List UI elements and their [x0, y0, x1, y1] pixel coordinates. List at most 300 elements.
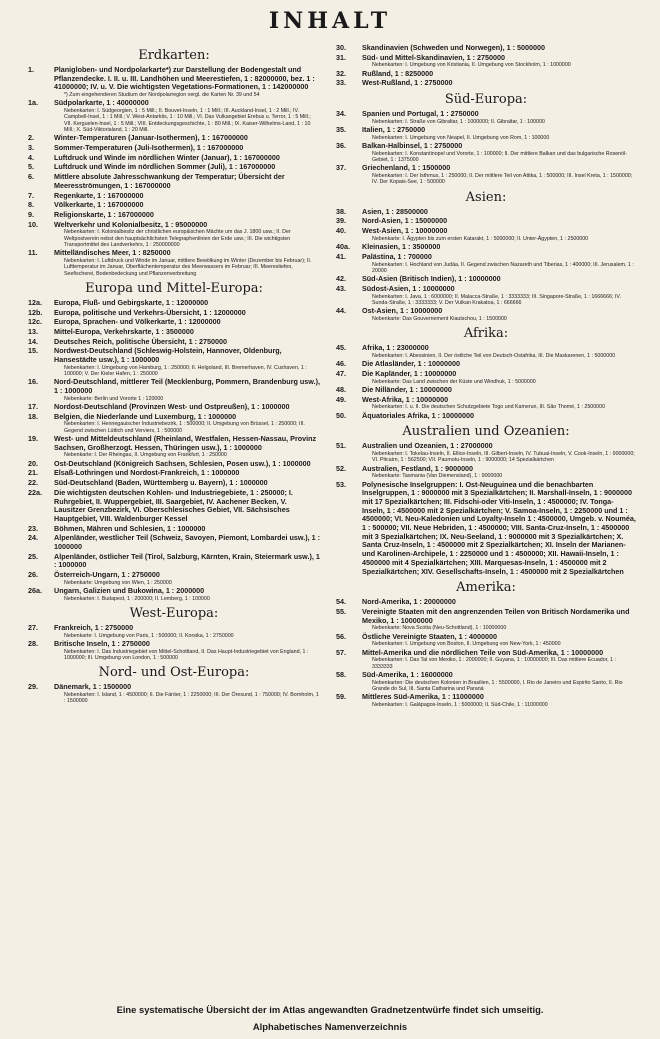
entry-number: 6. [28, 172, 34, 182]
toc-entry [336, 649, 636, 670]
entry-note: Nebenkarten: I. u. II. Die deutschen Schutzgebiete Togo und Kamerun, III. São Thomé, 1 : 2500000 [372, 404, 606, 411]
toc-entry [336, 307, 636, 322]
toc-entry [28, 173, 320, 190]
entry-body [54, 534, 320, 551]
entry-note: Nebenkarten: I. Kolonialbesitz der christlichen europäischen Mächte um das J. 1800 usw.; II. Der Weltpostverein nebst den hauptsächlichsten Telegraphenlinien der Erde usw.; III. Die wichtigsten Transportmittel des Landverkehrs, 1 : 250000000 [64, 229, 291, 248]
toc-entry [28, 534, 320, 551]
toc-entry [336, 442, 636, 463]
entry-note: Nebenkarte: I. Der Rheingau, II. Umgebung von Frankfurt, 1 : 250000 [64, 452, 227, 459]
entry-title: Ost-Deutschland (Königreich Sachsen, Schlesien, Posen usw.), 1 : 1000000 [54, 458, 311, 468]
entry-note: Nebenkarten: I. Südgeorgien, 1 : 5 Mill.; II. Bouvet-Inseln, 1 : 1 Mill.; III. Auckland-Insel, 1 : 2 Mill.; IV. Campbell-Insel, 1 : 1 Mill.; V. West-Antarktis, 1 : 10 Mill.; VI. Das Vulkangebiet Erebus u. Terror, 1 : 5 Mill.; VII. Kerguelen-Insel, 1 : 5 Mill.; VIII. Entdeckungsgeschichte, 1 : 80 Mill.; IX. Kaiser-Wilhelms-Land, 1 : 10 Mill.; X. Süd-Viktorialand, 1 : 20 Mill. [64, 108, 311, 133]
toc-entry [336, 370, 636, 385]
section-heading: Europa und Mittel-Europa: [85, 280, 263, 296]
entry-title: Rußland, 1 : 8250000 [362, 68, 434, 78]
entry-number: 12b. [28, 307, 43, 317]
toc-entry [28, 347, 320, 377]
toc-entry [28, 163, 320, 172]
entry-body [54, 66, 320, 98]
entry-number: 30. [336, 43, 346, 52]
entry-title: Palästina, 1 : 700000 [362, 251, 432, 261]
toc-entry [28, 134, 320, 143]
entry-title: Mittel-Europa, Verkehrskarte, 1 : 3500000 [54, 326, 194, 336]
entry-title: West-Rußland, 1 : 2750000 [362, 78, 453, 88]
entry-title: Süd- und Mittel-Skandinavien, 1 : 2750000 [362, 52, 505, 62]
entry-number: 57. [336, 647, 346, 657]
entry-number: 11. [28, 248, 38, 258]
entry-note: Nebenkarten: I. Hochland von Judäa, II. Gegend zwischen Nazareth und Tiberias, 1 : 400000; III. Jerusalem, 1 : 20000 [372, 261, 634, 274]
entry-body [362, 633, 636, 648]
entry-body [362, 386, 636, 395]
entry-body [54, 299, 320, 308]
entry-number: 42. [336, 274, 346, 284]
entry-title: Nord-Asien, 1 : 15000000 [362, 216, 448, 226]
entry-number: 58. [336, 669, 346, 679]
entry-body [362, 465, 636, 480]
entry-title: Afrika, 1 : 23000000 [362, 343, 429, 353]
entry-title: Mittel-Amerika und die nördlichen Teile von Süd-Amerika, 1 : 10000000 [362, 647, 604, 657]
toc-entry [336, 633, 636, 648]
entry-body [362, 307, 636, 322]
toc-entry [336, 126, 636, 141]
toc-entry [336, 344, 636, 359]
entry-note: Nebenkarten: Die deutschen Kolonien in Brasilien, 1 : 5500000, I. Rio de Janeiro und Espirito Santo, II. Rio Grande do Sul, III. Santa Catharina und Paraná [372, 679, 623, 692]
entry-number: 40. [336, 226, 346, 236]
entry-body [54, 460, 320, 469]
entry-title: Europa, Fluß- und Gebirgskarte, 1 : 12000000 [54, 297, 209, 307]
entry-title: Italien, 1 : 2750000 [362, 125, 426, 135]
entry-note: Nebenkarten: I. Tokelau-Inseln, II. Ellice-Inseln, III. Gilbert-Inseln, IV. Tubuai-Inseln, V. Cook-Inseln, 1 : 9000000; VI. Pitcairn, 1 : 562500; VII. Paumotu-Inseln, 1 : 9000000; 14 Spezialkärtchen [372, 450, 635, 464]
toc-entry [336, 208, 636, 217]
entry-title: Nordost-Deutschland (Provinzen West- und Ostpreußen), 1 : 1000000 [54, 402, 290, 412]
entry-note: Nebenkarte: Tasmania (Van Diemensland), 1 : 9000000 [372, 473, 503, 480]
entry-number: 18. [28, 411, 38, 421]
entry-note: Nebenkarte: Das Gouvernement Kiautschou, 1 : 1500000 [372, 315, 507, 322]
entry-body [54, 489, 320, 524]
entry-body [54, 309, 320, 318]
entry-note: Nebenkarten: I. Umgebung von Hamburg, 1 : 250000; II. Helgoland, III. Bremerhaven, IV. Cuxhaven, 1 : 100000; V. Der Kieler Hafen, 1 : 250000 [64, 364, 307, 378]
entry-title: Äquatoriales Afrika, 1 : 10000000 [362, 410, 474, 420]
entry-number: 32. [336, 68, 346, 78]
entry-body [362, 164, 636, 185]
left-column [28, 44, 320, 706]
entry-title: Sommer-Temperaturen (Juli-Isothermen), 1 : 167000000 [54, 143, 244, 152]
entry-title: Ost-Asien, 1 : 10000000 [362, 306, 443, 316]
entry-body [54, 134, 320, 143]
entry-title: Mittelländisches Meer, 1 : 8250000 [54, 248, 171, 258]
entry-body [54, 683, 320, 704]
entry-number: 38. [336, 206, 346, 216]
entry-title: Nordwest-Deutschland (Schleswig-Holstein, Hannover, Oldenburg, Hansestädte usw.), 1 : 1000000 [54, 346, 282, 365]
entry-number: 37. [336, 163, 346, 173]
entry-body [54, 221, 320, 249]
entry-note: Nebenkarten: I. Umgebung von Boston, II. Umgebung von New-York, 1 : 450000 [372, 641, 561, 648]
entry-number: 29. [28, 682, 38, 692]
entry-title: West-Asien, 1 : 10000000 [362, 226, 448, 236]
entry-body [54, 211, 320, 220]
entry-title: Skandinavien (Schweden und Norwegen), 1 : 5000000 [362, 43, 545, 52]
entry-note: Nebenkarte: Umgebung von Wien, 1 : 250000 [64, 579, 172, 586]
entry-body [362, 142, 636, 163]
entry-body [362, 253, 636, 274]
entry-number: 48. [336, 384, 346, 394]
entry-number: 3. [28, 143, 34, 152]
entry-number: 13. [28, 326, 38, 336]
entry-body [54, 338, 320, 347]
entry-number: 5. [28, 162, 34, 172]
entry-title: Die Kapländer, 1 : 10000000 [362, 368, 457, 378]
entry-number: 1. [28, 65, 34, 74]
entry-number: 22. [28, 478, 38, 488]
toc-entry [28, 553, 320, 570]
entry-number: 36. [336, 141, 346, 151]
toc-entry [28, 378, 320, 402]
entry-number: 19. [28, 434, 38, 444]
entry-title: Planigloben- und Nordpolarkarte*) zur Darstellung der Bodengestalt und Pflanzendecke. I. II. u. III. Landhöhen und Meerestiefen, 1 : 82000000, bez. 1 : 41000000; IV. u. V. Die wichtigsten Vegetations-Formationen, 1 : 142000000 [54, 65, 315, 92]
toc-entry [28, 525, 320, 534]
entry-number: 31. [336, 52, 346, 62]
toc-entry [336, 217, 636, 226]
entry-note: Nebenkarten: I. Umgebung von Kristiania, II. Umgebung von Stockholm, 1 : 1000000 [372, 62, 571, 69]
entry-note: Nebenkarten: I. Hennegauischer Industriebezirk, 1 : 500000; II. Umgebung von Brüssel, 1 : 250000; III. Gegend zwischen Lüttich und Verviers, 1 : 500000 [64, 421, 305, 434]
toc-entry [336, 142, 636, 163]
entry-number: 45. [336, 343, 346, 353]
entry-title: Balkan-Halbinsel, 1 : 2750000 [362, 141, 463, 151]
entry-body [54, 154, 320, 163]
entry-body [54, 435, 320, 459]
toc-entry [28, 66, 320, 98]
entry-title: Spanien und Portugal, 1 : 2750000 [362, 109, 479, 119]
entry-body [54, 479, 320, 488]
entry-number: 26a. [28, 586, 42, 596]
entry-title: West-Afrika, 1 : 10000000 [362, 394, 449, 404]
toc-entry [28, 154, 320, 163]
entry-number: 21. [28, 468, 38, 478]
entry-title: Ungarn, Galizien und Bukowina, 1 : 2000000 [54, 586, 205, 596]
page-title: INHALT [268, 8, 392, 34]
entry-title: Regenkarte, 1 : 167000000 [54, 190, 144, 200]
entry-number: 43. [336, 283, 346, 293]
toc-entry [28, 435, 320, 459]
toc-entry [28, 144, 320, 153]
entry-body [362, 693, 636, 708]
entry-title: Griechenland, 1 : 1500000 [362, 163, 451, 173]
entry-body [54, 318, 320, 327]
entry-title: Süd-Deutschland (Baden, Württemberg u. Bayern), 1 : 1000000 [54, 478, 268, 488]
section-heading: Süd-Europa: [444, 92, 528, 108]
entry-number: 55. [336, 606, 346, 616]
toc-entry [336, 693, 636, 708]
entry-number: 1a. [28, 98, 38, 108]
entry-body [54, 249, 320, 277]
entry-note: Nebenkarten: I. Straße von Gibraltar, 1 : 1000000; II. Gibraltar, 1 : 100000 [372, 118, 545, 125]
entry-number: 24. [28, 533, 38, 543]
toc-entry [336, 481, 636, 577]
entry-body [362, 126, 636, 141]
entry-title: Südost-Asien, 1 : 10000000 [362, 283, 455, 293]
toc-entry [28, 460, 320, 469]
entry-number: 41. [336, 251, 346, 261]
entry-number: 52. [336, 463, 346, 473]
entry-title: Kleinasien, 1 : 3500000 [362, 242, 441, 252]
entry-number: 53. [336, 479, 346, 489]
entry-body [54, 640, 320, 661]
entry-body [362, 227, 636, 242]
toc-entry [28, 683, 320, 704]
entry-body [54, 347, 320, 377]
entry-note: Nebenkarten: I. Das Industriegebiet von Mittel-Schottland, II. Das Haupt-Industriegebiet von England, 1 : 1000000; III. Umgebung von London, 1 : 500000 [64, 648, 309, 662]
entry-note: Nebenkarten: I. Abessinien, II. Der östliche Teil von Deutsch-Ostafrika, III. Die Maskarenen, 1 : 5000000 [372, 352, 616, 359]
entry-body [54, 173, 320, 190]
entry-number: 23. [28, 523, 38, 533]
entry-body [362, 285, 636, 306]
entry-body [54, 201, 320, 210]
toc-entry [336, 412, 636, 421]
entry-number: 28. [28, 639, 38, 649]
entry-title: Elsaß-Lothringen und Nordost-Frankreich, 1 : 1000000 [54, 468, 240, 478]
entry-number: 16. [28, 377, 38, 387]
toc-entry [28, 624, 320, 639]
entry-body [362, 598, 636, 607]
entry-number: 8. [28, 200, 34, 210]
entry-number: 33. [336, 78, 346, 88]
toc-entry [336, 243, 636, 252]
toc-entry [336, 164, 636, 185]
entry-title: Völkerkarte, 1 : 167000000 [54, 200, 144, 210]
entry-number: 20. [28, 458, 38, 468]
entry-title: Australien und Ozeanien, 1 : 27000000 [362, 441, 493, 451]
entry-body [362, 44, 636, 53]
entry-title: Frankreich, 1 : 2750000 [54, 623, 134, 633]
entry-title: Australien, Festland, 1 : 9000000 [362, 463, 474, 473]
entry-number: 27. [28, 623, 38, 633]
entry-number: 34. [336, 109, 346, 119]
entry-title: Asien, 1 : 28500000 [362, 206, 428, 216]
toc-entry [336, 671, 636, 692]
entry-body [54, 587, 320, 602]
entry-title: Dänemark, 1 : 1500000 [54, 682, 132, 692]
entry-body [54, 571, 320, 586]
entry-body [54, 403, 320, 412]
entry-number: 12c. [28, 317, 42, 327]
entry-note: Nebenkarte: Nova Scotia (Neu-Schottland), 1 : 10000000 [372, 625, 507, 632]
entry-note: Nebenkarte: Berlin und Vororte 1 : 120000 [64, 395, 164, 402]
section-heading: Amerika: [456, 580, 516, 596]
right-column [336, 44, 636, 709]
entry-number: 47. [336, 368, 346, 378]
entry-title: Religionskarte, 1 : 167000000 [54, 209, 154, 219]
toc-entry [336, 54, 636, 69]
entry-body [54, 99, 320, 133]
entry-body [362, 70, 636, 79]
entry-body [362, 275, 636, 284]
entry-body [362, 243, 636, 252]
entry-title: Alpenländer, östlicher Teil (Tirol, Salzburg, Kärnten, Krain, Steiermark usw.), 1 : 1000000 [54, 551, 320, 570]
entry-number: 17. [28, 402, 38, 412]
entry-body [54, 413, 320, 434]
toc-entry [28, 309, 320, 318]
entry-note: Nebenkarten: I. Island, 1 : 4500000; II. Die Färöer, 1 : 2250000; III. Der Öresund, 1 : 750000; IV. Bornholm, 1 : 1500000 [64, 692, 319, 705]
entry-note: Nebenkarten: I. Java, 1 : 6000000; II. Malacca-Straße, 1 : 3333333; III. Singapore-Straße, 1 : 1666666; IV. Sunda-Straße, 1 : 3333333; V. Der Vulkan Krakatoa, 1 : 666666 [372, 293, 621, 306]
entry-number: 12a. [28, 297, 42, 307]
entry-title: Südpolarkarte, 1 : 40000000 [54, 98, 149, 108]
footer-index-title: Alphabetisches Namenverzeichnis [252, 1021, 408, 1032]
entry-title: Österreich-Ungarn, 1 : 2750000 [54, 570, 160, 580]
entry-note: Nebenkarten: I. Konstantinopel und Vororte, 1 : 100000; II. Der mittlere Balkan und das bulgarische Rosenöl-Gebiet, 1 : 1375000 [372, 150, 627, 164]
entry-body [54, 553, 320, 570]
entry-body [362, 54, 636, 69]
entry-number: 51. [336, 441, 346, 451]
entry-title: Weltverkehr und Kolonialbesitz, 1 : 95000000 [54, 219, 208, 229]
section-heading: Nord- und Ost-Europa: [98, 665, 250, 681]
entry-number: 40a. [336, 242, 350, 252]
toc-entry [28, 299, 320, 308]
entry-note: Nebenkarten: I. Umgebung von Neapel, II. Umgebung von Rom, 1 : 100000 [372, 134, 550, 141]
entry-body [362, 344, 636, 359]
entry-body [54, 163, 320, 172]
toc-entry [28, 489, 320, 524]
section-heading: Erdkarten: [138, 48, 210, 63]
entry-body [362, 79, 636, 88]
toc-entry [336, 227, 636, 242]
entry-number: 2. [28, 133, 34, 143]
entry-body [362, 481, 636, 577]
entry-title: Nord-Deutschland, mittlerer Teil (Mecklenburg, Pommern, Brandenburg usw.), 1 : 1000000 [54, 377, 320, 396]
entry-body [54, 192, 320, 201]
entry-title: Mittlere absolute Jahresschwankung der Temperatur; Übersicht der Meeresströmungen, 1 : 167000000 [54, 172, 285, 190]
entry-note: Nebenkarte: I. Ägypten bis zum ersten Katarakt, 1 : 5000000; II. Unter-Ägypten, 1 : 2500000 [372, 235, 589, 242]
toc-entry [336, 70, 636, 79]
entry-number: 7. [28, 190, 34, 200]
entry-title: Böhmen, Mähren und Schlesien, 1 : 1000000 [54, 523, 206, 533]
entry-number: 35. [336, 125, 346, 135]
toc-entry [28, 318, 320, 327]
toc-entry [28, 587, 320, 602]
entry-note: Nebenkarten: I. Galápagos-Inseln, 1 : 5000000; II. Süd-Chile, 1 : 11000000 [372, 701, 548, 708]
entry-title: Belgien, die Niederlande und Luxemburg, 1 : 1000000 [54, 411, 237, 421]
toc-entry [28, 413, 320, 434]
toc-entry [336, 79, 636, 88]
entry-number: 4. [28, 152, 34, 162]
toc-entry [28, 479, 320, 488]
toc-entry [336, 110, 636, 125]
toc-entry [28, 328, 320, 337]
toc-entry [28, 211, 320, 220]
toc-entry [336, 608, 636, 632]
entry-number: 56. [336, 631, 346, 641]
toc-entry [336, 285, 636, 306]
entry-note: Nebenkarten: I. Luftdruck und Winde im Januar, mittlere Bewölkung im Winter (Dezember bis Februar); II. Lufttemperatur im Januar, Oberflächentemperatur des Meerwassers im Februar; III. Meerestiefen, Seefischerei, Bodenbedeckung und Pflanzenverbreitung [64, 257, 312, 277]
entry-title: Europa, politische und Verkehrs-Übersicht, 1 : 12000000 [54, 307, 246, 317]
entry-note: Nebenkarten: I. Budapest, 1 : 200000; II. Lemberg, 1 : 100000 [64, 595, 210, 602]
entry-number: 44. [336, 306, 346, 316]
toc-entry [336, 253, 636, 274]
entry-title: Die Atlasländer, 1 : 10000000 [362, 359, 461, 369]
toc-entry [28, 221, 320, 249]
entry-number: 22a. [28, 487, 42, 497]
entry-body [54, 469, 320, 478]
entry-title: Süd-Asien (Britisch Indien), 1 : 10000000 [362, 274, 501, 284]
entry-number: 10. [28, 219, 38, 229]
entry-body [54, 328, 320, 337]
entry-title: Winter-Temperaturen (Januar-Isothermen), 1 : 167000000 [54, 133, 248, 143]
toc-entry [28, 192, 320, 201]
toc-entry [28, 201, 320, 210]
entry-number: 25. [28, 551, 38, 561]
entry-number: 26. [28, 570, 38, 580]
entry-number: 59. [336, 692, 346, 702]
toc-entry [336, 598, 636, 607]
toc-entry [28, 403, 320, 412]
entry-note: Nebenkarten: I. Der Isthmus, 1 : 250000; II. Der mittlere Teil von Attika, 1 : 500000; III. Insel Kreta, 1 : 1500000; IV. Der Kopais-See, 1 : 500000 [372, 173, 633, 186]
entry-number: 14. [28, 336, 38, 346]
entry-body [54, 624, 320, 639]
entry-number: 49. [336, 394, 346, 404]
toc-entry [336, 386, 636, 395]
entry-body [362, 442, 636, 463]
entry-title: Polynesische Inselgruppen: I. Ost-Neuguinea und die benachbarten Inselgruppen, 1 : 9000000 mit 3 Spezialkärtchen; II. Marshall-Inseln, 1 : 9000000 mit 17 Spezialkärtchen; III. Fidschi-oder Viti-Inseln, 1 : 4500000; IV. Tonga-Inseln, 1 : 4500000 mit 2 Spezialkärtchen; V. Samoa-Inseln, 1 : 2250000 und 1 : 4500000; VI. Neu-Kaledonien und Loyalty-Inseln 1 : 4500000, Umgeb. v. Nouméa, 1 : 500000; VII. Neue Hebriden, 1 : 4500000; VIII. Santa-Cruz-Inseln, 1 : 4500000 mit 3 Spezialkärtchen; IX. Neu-Seeland, 1 : 9000000 mit 3 Spezialkärtchen; X. Santa Cruz-Inseln, 1 : 4500000 mit 2 Spezialkärtchen; XI. Inseln der Marianen- und Karolinen-Archipele, 1 : 2250000 und 1 : 4500000; XII. Hawaii-Inseln, 1 : 4500000 mit 4 Spezialkärtchen; XIII. Marquesas-Inseln, 1 : 4500000 mit 2 Spezialkärtchen; XIV. Gesellschafts-Inseln, 1 : 4500000 mit 2 Spezialkärtchen [362, 479, 636, 576]
toc-entry [28, 249, 320, 277]
toc-entry [336, 360, 636, 369]
entry-number: 50. [336, 410, 346, 420]
toc-entry [336, 44, 636, 53]
entry-title: Luftdruck und Winde im nördlichen Winter (Januar), 1 : 167000000 [54, 152, 280, 162]
entry-body [54, 525, 320, 534]
toc-entry [28, 338, 320, 347]
toc-entry [336, 396, 636, 411]
entry-title: Die Nilländer, 1 : 10000000 [362, 384, 452, 394]
entry-title: West- und Mitteldeutschland (Rheinland, Westfalen, Hessen-Nassau, Provinz Sachsen, Großherzogt. Hessen, Thüringen usw.), 1 : 1000000 [54, 434, 317, 452]
entry-title: Die wichtigsten deutschen Kohlen- und Industriegebiete, 1 : 250000; I. Ruhrgebiet, II. Wuppergebiet, III. Saargebiet, IV. Aachener Becken, V. Lausitzer Grenzbezirk, VI. Oberschlesisches Gebiet, VII. Sächsisches Hauptgebiet, VIII. Waldenburger Kessel [54, 487, 293, 523]
toc-entry [28, 469, 320, 478]
entry-body [362, 110, 636, 125]
entry-note: Nebenkarte: I. Umgebung von Paris, 1 : 500000; II. Korsika, 1 : 2750000 [64, 632, 234, 639]
entry-body [54, 144, 320, 153]
entry-note: Nebenkarte: Das Land zwischen der Küste und Windhuk, 1 : 5000000 [372, 378, 536, 385]
entry-title: Nord-Amerika, 1 : 20000000 [362, 597, 456, 607]
entry-body [362, 360, 636, 369]
toc-entry [28, 640, 320, 661]
entry-number: 9. [28, 209, 34, 219]
entry-body [362, 649, 636, 670]
footer-note: Eine systematische Übersicht der im Atlas angewandten Gradnetzentwürfe findet sich umseitig. [116, 1004, 544, 1015]
entry-body [54, 378, 320, 402]
section-heading: Australien und Ozeanien: [402, 424, 570, 440]
entry-title: Luftdruck und Winde im nördlichen Sommer (Juli), 1 : 167000000 [54, 162, 276, 172]
entry-body [362, 370, 636, 385]
entry-body [362, 217, 636, 226]
entry-number: 39. [336, 216, 346, 226]
entry-title: Vereinigte Staaten mit den angrenzenden Teilen von Britisch Nordamerika und Mexiko, 1 : 10000000 [362, 606, 630, 625]
entry-number: 46. [336, 359, 346, 369]
entry-title: Alpenländer, westlicher Teil (Schweiz, Savoyen, Piemont, Lombardei usw.), 1 : 1000000 [54, 533, 321, 552]
entry-title: Süd-Amerika, 1 : 16000000 [362, 669, 453, 679]
entry-title: Britische Inseln, 1 : 2750000 [54, 639, 150, 649]
section-heading: West-Europa: [129, 606, 219, 622]
entry-title: Östliche Vereinigte Staaten, 1 : 4000000 [362, 631, 498, 641]
section-heading: Afrika: [463, 326, 509, 342]
entry-number: 54. [336, 597, 346, 607]
entry-title: Mittleres Süd-Amerika, 1 : 11000000 [362, 692, 484, 702]
toc-entry [336, 275, 636, 284]
entry-body [362, 671, 636, 692]
section-heading: Asien: [465, 189, 507, 205]
entry-number: 15. [28, 346, 38, 356]
entry-note: Nebenkarten: I. Das Tal von Mexiko, 1 : 2000000; II. Guyana, 1 : 10000000; III. Das mittlere Ecuador, 1 : 3333333 [372, 657, 616, 670]
toc-entry [336, 465, 636, 480]
entry-title: Europa, Sprachen- und Völkerkarte, 1 : 12000000 [54, 317, 221, 327]
entry-body [362, 412, 636, 421]
toc-entry [28, 571, 320, 586]
